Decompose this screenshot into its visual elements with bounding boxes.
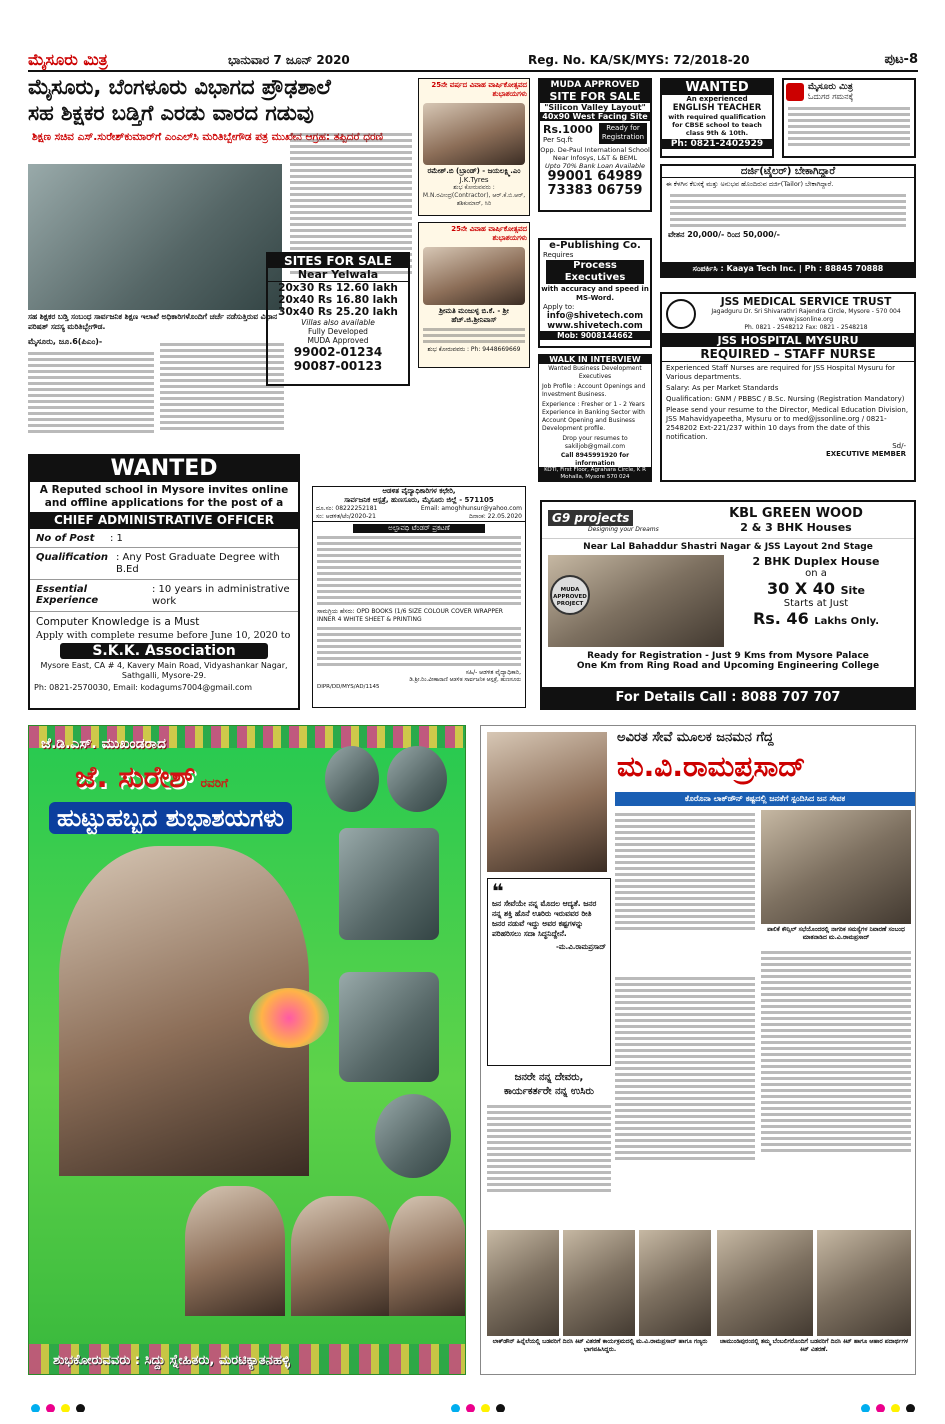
jss-trust: JSS MEDICAL SERVICE TRUST [720, 296, 892, 308]
rp-strip: ಕೊರೊನಾ ಲಾಕ್‌ಡೌನ್ ಕಷ್ಟದಲ್ಲಿ ಜನತೆಗೆ ಸ್ಪಂದಿಸಿದ ಜನ ಸೇವಕ [615, 792, 915, 806]
mitra-logo-icon [786, 83, 804, 101]
kbl-greenwood-ad [540, 500, 916, 710]
kbl-ring-road: One Km from Ring Road and Upcoming Engineering College [576, 661, 880, 671]
lead-caption: ಸಹ ಶಿಕ್ಷಕರ ಬಡ್ತಿ ಸಂಬಂಧ ಸಾರ್ವಜನಿಕ ಶಿಕ್ಷಣ ಇಲಾಖೆ ಅಧಿಕಾರಿಗಳೊಂದಿಗೆ ಚರ್ಚೆ ನಡೆಸುತ್ತಿರುವ ವಿಧಾನ ಪರಿಷತ್ ಸದಸ್ಯ ಮರಿತಿಬ್ಬೇಗೌಡ. [28, 312, 278, 331]
rp-caption-right: ಚಾಮುಂಡಿಪುರಂನಲ್ಲಿ ತಮ್ಮ ಬೆಂಬಲಿಗರೊಂದಿಗೆ ಬಡವರಿಗೆ ದಿನಸಿ ಕಿಟ್ ಹಾಗೂ ಆಹಾರ ಪದಾರ್ಥಗಳ ಕಿಟ್ ವಿತರಣೆ. [719, 1338, 909, 1353]
jss-hospital: JSS HOSPITAL MYSURU [662, 334, 914, 347]
tender-ref: ಸಂ: ಆಡಳಿತ/ಟೆಂ/2020-21 [316, 513, 376, 520]
anniversary-2-footer: ಶುಭ ಕೋರುವವರು : Ph: 9448669669 [427, 346, 521, 353]
group-portrait-2 [291, 1196, 391, 1316]
epub-apply: Apply to: [543, 303, 575, 311]
rp-body-a [615, 810, 755, 970]
tender-hospital: ಸಾರ್ವಜನಿಕ ಆಸ್ಪತ್ರೆ, ಹುಣಸೂರು, ಮೈಸೂರು ಜಿಲ್ಲೆ - 571105 [344, 496, 494, 504]
lead-photo [28, 164, 282, 310]
walkin-call: Call 8945991920 for information [560, 452, 630, 467]
cao-post-value: : 1 [110, 533, 123, 544]
epub-desc: with accuracy and speed in MS-Word. [541, 285, 649, 302]
yelwala-rate-2: 20x40 Rs 16.80 lakh [278, 294, 398, 306]
kbl-on-a: on a [805, 568, 827, 579]
rp-photo-kit-3 [639, 1230, 711, 1336]
birthday-greeting: ಹುಟ್ಟುಹಬ್ಬದ ಶುಭಾಶಯಗಳು [49, 802, 292, 834]
walkin-title: WALK IN INTERVIEW [539, 355, 651, 364]
yelwala-rate-3: 30x40 Rs 25.20 lakh [278, 306, 398, 318]
tender-office: ಆಡಳಿತ ವೈದ್ಯಾಧಿಕಾರಿಗಳ ಕಛೇರಿ, [382, 487, 456, 495]
flower-bouquet [249, 988, 329, 1048]
jss-executive: EXECUTIVE MEMBER [825, 450, 906, 458]
walkin-role: Wanted Business Development Executives [548, 365, 642, 380]
rp-quote: ಜನ ಸೇವೆಯೇ ನನ್ನ ಮೊದಲ ಆದ್ಯತೆ. ಜನರ ನನ್ನ ಶಕ್ತಿ ಹೊನೆ ಊರಿರು ಇರುವವರ ರೀತಿ ಜನರ ನಡುವೆ ಇದ್ದು ಅವರ ಕಷ್ಟಗಳನ್ನು ಪರಿಹರಿಸಲು ಸದಾ ಸಿದ್ಧನಿದ್ದೇನೆ. [492, 899, 597, 938]
tailor-contact: ಸಂಪರ್ಕಿಸಿ : Kaaya Tech Inc. | Ph : 88845 70888 [662, 262, 914, 276]
cmyk-dots-center [448, 1398, 508, 1412]
print-registration-marks [28, 1398, 918, 1412]
yelwala-phone-1: 99002-01234 [293, 345, 383, 359]
kbl-site-word: Site [840, 584, 865, 597]
rp-quote-box [487, 878, 611, 1066]
epub-role: Process Executives [546, 260, 644, 284]
rp-feature [480, 725, 916, 1375]
yelwala-sub: Near Yelwala [268, 268, 408, 282]
yelwala-note-3: MUDA Approved [307, 336, 369, 345]
walkin-address: KOTI, First Floor, Agrahara Circle, K R Mohalla, Mysore 570 024 [539, 467, 651, 481]
kbl-price-unit: Lakhs Only. [814, 616, 880, 627]
cao-exp-value: : 10 years in administrative work [152, 584, 290, 607]
tender-title: ಅಲ್ಪಾವಧಿ ಟೆಂಡರ್ ಪ್ರಕಟಣೆ [353, 524, 485, 533]
tender-date: ದಿನಾಂಕ: 22.05.2020 [469, 513, 522, 520]
yelwala-rate-1: 20x30 Rs 12.60 lakh [278, 282, 398, 294]
rp-photo-kit-1 [487, 1230, 559, 1336]
walkin-profile: Job Profile : Account Openings and Investment Business. [542, 383, 646, 398]
epublishing-ad [538, 238, 652, 348]
site-sale-ad [538, 78, 652, 212]
site-sale-loan: Upto 70% Bank Loan Available [545, 162, 645, 170]
rp-body-b [487, 1102, 611, 1222]
cao-computer: Computer Knowledge is a Must [30, 611, 298, 628]
couple-2-names: ಶ್ರೀಮತಿ ಮಂಜುಳ್ಳ ಬಿ.ಕೆ. - ಶ್ರೀ ಹೆಚ್.ಜಿ.ಶ್ರೀನಿವಾಸ್ [439, 307, 509, 324]
kbl-starts: Starts at Just [783, 598, 849, 609]
site-sale-title: SITE FOR SALE [540, 90, 650, 103]
kbl-near: Near Lal Bahaddur Shastri Nagar & JSS Layout 2nd Stage [583, 542, 873, 552]
jss-qualification: Qualification: GNM / PBBSC / B.Sc. Nursing (Registration Mandatory) [666, 395, 905, 403]
company-tag: J.K.Tyres [459, 176, 489, 184]
tailor-title: ದರ್ಜಿ(ಟೈಲರ್) ಬೇಕಾಗಿದ್ದಾರೆ [662, 166, 914, 178]
reg-number: Reg. No. KA/SK/MYS: 72/2018-20 [528, 53, 750, 67]
jss-required: REQUIRED – STAFF NURSE [662, 347, 914, 362]
kbl-registration: Ready for Registration - Just 9 Kms from Mysore Palace [587, 651, 869, 661]
walkin-experience: Experience : Fresher or 1 - 2 Years Experience in Banking Sector with Account Opening and Business Development profile. [542, 401, 645, 432]
kbl-duplex: 2 BHK Duplex House [752, 555, 880, 568]
tender-phone: ದೂ.ಸಂ: 08222252181 [316, 505, 378, 512]
rp-subhead-2: ಕಾರ್ಯಕರ್ತರೇ ನನ್ನ ಉಸಿರು [504, 1086, 594, 1097]
kbl-price: Rs. 46 [752, 609, 809, 628]
portrait-right-2 [375, 1094, 451, 1178]
cao-contact: Ph: 0821-2570030, Email: kodagums7004@gmail.com [34, 683, 253, 692]
site-sale-ready: Ready for Registration [599, 123, 647, 144]
tailor-list [662, 194, 914, 227]
rp-council-photo [761, 810, 911, 924]
rp-caption-left: ಲಾಕ್‌ಡೌನ್ ಹಿನ್ನೆಲೆಯಲ್ಲಿ ಬಡವರಿಗೆ ದಿನಸಿ ಕಿಟ್ ವಿತರಣೆ ಕಾರ್ಯಕ್ರಮದಲ್ಲಿ ಮ.ವಿ.ರಾಮಪ್ರಸಾದ್ ಹಾಗೂ ಗಣ್ಯರು ಭಾಗವಹಿಸಿದ್ದರು. [492, 1338, 708, 1353]
jss-phone: Ph. 0821 - 2548212 Fax: 0821 - 2548218 [744, 324, 868, 331]
epub-mobile: Mob: 9008144662 [540, 331, 650, 340]
tender-notice [312, 486, 526, 708]
jss-sign: Sd/- [892, 442, 906, 450]
birthday-ad [28, 725, 466, 1375]
rp-kicker: ಅವಿರತ ಸೇವೆ ಮೂಲಕ ಜನಮನ ಗೆದ್ದ [617, 730, 774, 745]
wanted-desc: with required qualification for CBSE school to teach class 9th & 10th. [668, 113, 766, 137]
kbl-tagline: Designing your Dreams [588, 526, 659, 533]
yelwala-note-1: Villas also available [301, 318, 375, 327]
cao-post-label: No of Post [36, 533, 95, 544]
rp-body-c [615, 974, 755, 1224]
tender-signatory: ಡಿ.ಶ್ರೀ.ರಿಂ.ವೀಣಾರಾಣಿ ಆಡಳಿತ ಸಾರ್ವಜನಿಕ ಆಸ್ಪತ್ರೆ, ಹುಣಸೂರು [409, 677, 521, 683]
cao-title: CHIEF ADMINISTRATIVE OFFICER [30, 512, 298, 529]
sites-yelwala-ad [266, 252, 410, 386]
yelwala-title: SITES FOR SALE [268, 254, 408, 268]
mitra-notice [782, 78, 916, 158]
anniversary-ad-1 [418, 78, 530, 216]
anniversary-title: 25ನೇ ವರ್ಷದ ವಿವಾಹ ವಾರ್ಷಿಕೋತ್ಸವದ ಶುಭಾಶಯಗಳು [431, 81, 527, 98]
kbl-brand: G9 projects [548, 510, 633, 526]
group-portrait-1 [185, 1186, 285, 1316]
page-number: ಪುಟ-8 [884, 52, 918, 67]
tender-email: Email: amoghhunsur@yahoo.com [420, 505, 522, 512]
rp-photo-kit-2 [563, 1230, 635, 1336]
lead-headline-2: ಸಹ ಶಿಕ್ಷಕರ ಬಡ್ತಿಗೆ ಎರಡು ವಾರದ ಗಡುವು [28, 101, 314, 125]
jss-emblem-icon [666, 299, 696, 329]
jss-ad [660, 292, 916, 482]
mitra-notice-sub: ಓದುಗರ ಗಮನಕ್ಕೆ [808, 92, 854, 101]
yelwala-note-2: Fully Developed [308, 327, 368, 336]
portrait-right-1 [339, 972, 439, 1082]
site-sale-muda: MUDA APPROVED [540, 80, 650, 90]
lead-headline-1: ಮೈಸೂರು, ಬೆಂಗಳೂರು ವಿಭಾಗದ ಪ್ರೌಢಶಾಲೆ [28, 75, 331, 99]
site-sale-price: Rs.1000 [543, 123, 593, 136]
page-header [28, 50, 918, 72]
kbl-sub: 2 & 3 BHK Houses [740, 521, 852, 534]
epub-requires: Requires [543, 251, 574, 259]
kbl-title: KBL GREEN WOOD [729, 506, 863, 521]
small-portrait-2 [387, 746, 447, 812]
mitra-notice-body [784, 107, 914, 146]
walkin-email: Drop your resumes to sakiljob@gmail.com [562, 435, 628, 450]
cao-qual-value: : Any Post Graduate Degree with B.Ed [116, 552, 280, 575]
tailor-intro: ಈ ಕೆಳಗಿನ ಕೆಲಸಕ್ಕೆ ಮತ್ತು ಅನುಭವ ಹೊಂದಿರುವ ದರ್ಜಿ(Tailor) ಬೇಕಾಗಿದ್ದಾರೆ. [666, 180, 834, 188]
yelwala-phone-2: 90087-00123 [293, 359, 383, 373]
wanted-phone: Ph: 0821-2402929 [662, 139, 772, 149]
kbl-contact: For Details Call : 8088 707 707 [542, 687, 914, 708]
epub-title: e-Publishing Co. [549, 240, 641, 251]
kbl-site-size: 30 X 40 [766, 579, 835, 598]
cao-address: Mysore East, CA # 4, Kavery Main Road, Vidyashankar Nagar, Sathgalli, Mysore-29. [40, 661, 288, 680]
jss-address: Jagadguru Dr. Sri Shivarathri Rajendra Circle, Mysore - 570 004 www.jssonline.org [711, 308, 901, 323]
rp-portrait [487, 732, 607, 872]
rp-photo-kit-5 [817, 1230, 911, 1336]
rp-name: ಮ.ವಿ.ರಾಮಪ್ರಸಾದ್ [617, 750, 806, 783]
walkin-ad [538, 354, 652, 482]
couple-photo [423, 103, 525, 165]
site-sale-layout: "Silicon Valley Layout" [544, 103, 646, 112]
rp-photo-kit-4 [717, 1230, 813, 1336]
birthday-suffix: ರವರಿಗೆ [200, 776, 229, 790]
cmyk-dots-left [28, 1398, 88, 1412]
issue-date: ಭಾನುವಾರ 7 ಜೂನ್ 2020 [228, 53, 350, 67]
wanted-sub: An experienced [686, 95, 748, 103]
cao-qual-label: Qualification [36, 552, 108, 563]
site-sale-phone-2: 73383 06759 [547, 183, 643, 198]
cao-wanted: WANTED [30, 456, 298, 482]
lead-dateline: ಮೈಸೂರು, ಜೂ.6(ಪಿಎಂ)- [28, 337, 103, 346]
kbl-muda-badge: MUDA APPROVED PROJECT [550, 575, 590, 615]
jss-apply: Please send your resume to the Director, Medical Education Division, JSS Mahavidyapeetha, Mysuru or to med@jssonline.org / 0821-2548202 Ext-221/237 within 10 days from the date of this notification. [666, 406, 909, 441]
cao-exp-label: Essential Experience [36, 584, 99, 606]
anniversary-2-title: 25ನೇ ವಿವಾಹ ವಾರ್ಷಿಕೋತ್ಸವದ ಶುಭಾಶಯಗಳು [451, 225, 527, 242]
jss-para-1: Experienced Staff Nurses are required for JSS Hospital Mysuru for Various departments. [666, 364, 895, 381]
portrait-centre [339, 828, 439, 940]
tailor-salary: ವೇತನ 20,000/- ರಿಂದ 50,000/- [668, 230, 780, 239]
cmyk-dots-right [858, 1398, 918, 1412]
tender-items: ಸಾಮಗ್ರಿಯ ಹೆಸರು: OPD BOOKS (1/6 SIZE COLOUR COVER WRAPPER INNER 4 WHITE SHEET & PRINTING [317, 608, 503, 623]
site-sale-phone-1: 99001 64989 [547, 169, 643, 184]
quote-icon: ❝ [492, 879, 504, 903]
birthday-name: ಜೆ. ಸುರೇಶ್ [75, 760, 196, 795]
birthday-footer: ಶುಭಕೋರುವವರು : ಸಿದ್ದು ಸ್ನೇಹಿತರು, ಮರಟಿಕ್ಯಾತನಹಳ್ಳಿ [53, 1353, 290, 1368]
group-portrait-3 [389, 1196, 466, 1316]
cao-org: S.K.K. Association [60, 643, 268, 659]
tender-sign: ಸಹಿ/- ಆಡಳಿತ ವೈದ್ಯಾಧಿಕಾರಿ, [465, 669, 521, 676]
epub-web: www.shivetech.com [547, 321, 643, 331]
tailor-ad [660, 164, 916, 278]
wanted-cao-ad [28, 454, 300, 710]
cao-intro: A Reputed school in Mysore invites online and offline applications for the post of a [39, 484, 289, 509]
anniversary-ad-2 [418, 222, 530, 368]
small-portrait-1 [325, 746, 379, 812]
masthead: ಮೈಸೂರು ಮಿತ್ರ [28, 50, 108, 69]
wanted-title: WANTED [662, 80, 772, 95]
jss-salary: Salary: As per Market Standards [666, 384, 779, 392]
site-sale-unit: Per Sq.ft [543, 136, 573, 144]
couple-names: ರಮೇಶ್.ಬಿ (ಬ್ರಾಂಡ್) - ಜಯಲಕ್ಷ್ಮಿ.ಎಂ [427, 167, 521, 175]
site-sale-size: 40x90 West Facing Site [540, 112, 650, 121]
wanted-role: ENGLISH TEACHER [672, 103, 762, 113]
lead-body-col1 [28, 349, 154, 449]
birthday-party-line: ಜೆ.ಡಿ.ಎಸ್. ಮುಖಂಡರಾದ [41, 736, 167, 752]
cao-apply: Apply with complete resume before June 10, 2020 to [36, 630, 291, 641]
mitra-notice-title: ಮೈಸೂರು ಮಿತ್ರ [808, 82, 853, 92]
site-sale-near: Opp. De-Paul International School Near Infosys, L&T & BEML [540, 146, 650, 162]
anniversary-2-body [419, 328, 529, 343]
tender-body-2 [313, 627, 525, 666]
wanted-teacher-ad [660, 78, 774, 158]
tender-body-1 [313, 536, 525, 605]
greeters: ಶುಭ ಕೋರುವವರು : M.N.ರವೀಂದ್ರ(Contractor), ಆರ್.ಕೆ.ಬಿ.ಆರ್, ಶಶಿಕುಮಾರ್, ಸಿರಿ [422, 184, 526, 207]
tender-code: DIPR/DD/MYS/AD/1145 [317, 684, 380, 690]
couple-2-photo [423, 247, 525, 305]
rp-quote-author: -ಮ.ವಿ.ರಾಮಪ್ರಸಾದ್ [556, 943, 606, 951]
rp-council-caption: ಪಾಲಿಕೆ ಕೌನ್ಸಿಲ್ ಸಭೆಯೊಂದರಲ್ಲಿ ನಾಗರಿಕ ಸಮಸ್ಯೆಗಳ ನಿವಾರಣೆ ಸಂಬಂಧ ಮಾತನಾಡಿದ ಮ.ವಿ.ರಾಮಪ್ರಸಾದ್ [767, 926, 905, 941]
lead-subhead: ಶಿಕ್ಷಣ ಸಚಿವ ಎಸ್.ಸುರೇಶ್‌ಕುಮಾರ್‌ಗೆ ಎಂಎಲ್‌ಸಿ ಮರಿತಿಬ್ಬೇಗೌಡ ಪತ್ರ ಮುಖೇನ ಆಗ್ರಹ: ತಪ್ಪಿದರೆ ಧರಣಿ [32, 131, 383, 143]
rp-subhead-1: ಜನರೇ ನನ್ನ ದೇವರು, [514, 1072, 584, 1083]
rp-body-d [761, 948, 911, 1224]
epub-email: info@shivetech.com [546, 311, 644, 321]
